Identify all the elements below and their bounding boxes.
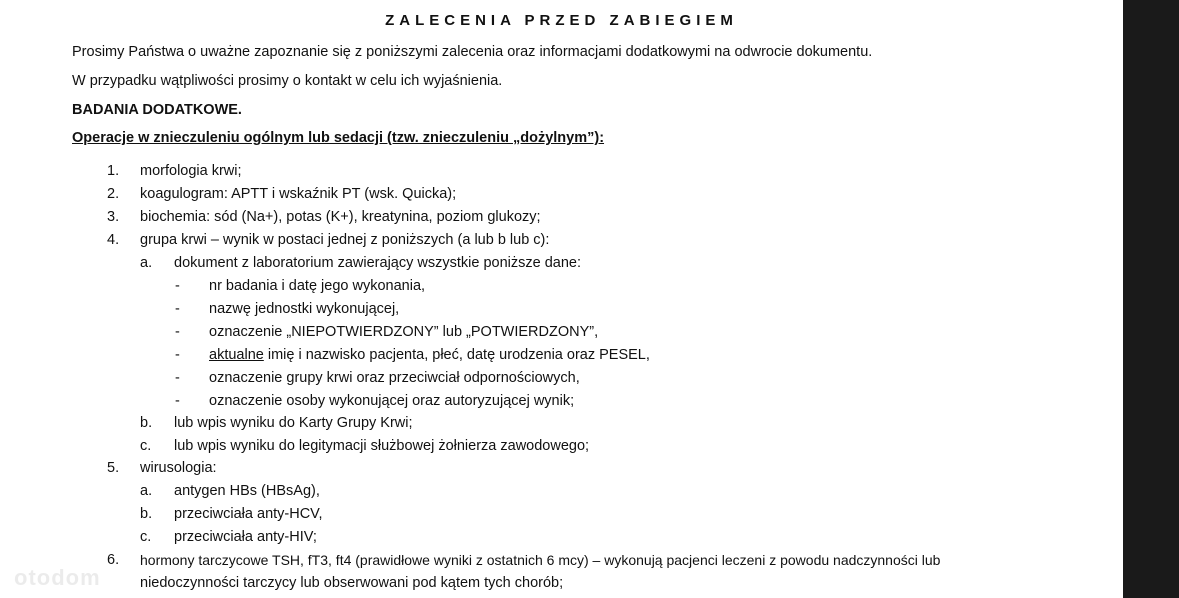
bullet-text-6: oznaczenie osoby wykonującej oraz autoryzującej wynik; — [209, 393, 575, 409]
item5-letter-c: c. — [140, 529, 152, 545]
bullet-text-5: oznaczenie grupy krwi oraz przeciwciał odpornościowych, — [209, 370, 580, 386]
item-text-2: koagulogram: APTT i wskaźnik PT (wsk. Quicka); — [140, 186, 457, 202]
bullet-dash: - — [175, 278, 180, 294]
item-text-5: wirusologia: — [140, 460, 217, 476]
item-number-6: 6. — [107, 552, 120, 568]
item-number-5: 5. — [107, 460, 120, 476]
document-title: ZALECENIA PRZED ZABIEGIEM — [385, 12, 738, 29]
item-number-1: 1. — [107, 163, 120, 179]
bullet-text-3: oznaczenie „NIEPOTWIERDZONY” lub „POTWIERDZONY”, — [209, 324, 599, 340]
item5-text-b: przeciwciała anty-HCV, — [174, 506, 323, 522]
item-text-1: morfologia krwi; — [140, 163, 242, 179]
item5-text-c: przeciwciała anty-HIV; — [174, 529, 317, 545]
intro-text-2: W przypadku wątpliwości prosimy o kontakt w celu ich wyjaśnienia. — [72, 73, 503, 89]
viewer-side-bar — [1123, 0, 1179, 598]
intro-text-1: Prosimy Państwa o uważne zapoznanie się z poniższymi zalecenia oraz informacjami dodatkowymi na odwrocie dokumentu. — [72, 44, 873, 60]
item4-letter-a: a. — [140, 255, 153, 271]
section-heading: BADANIA DODATKOWE. — [72, 102, 242, 118]
bullet-text-1: nr badania i datę jego wykonania, — [209, 278, 426, 294]
bullet-dash: - — [175, 301, 180, 317]
watermark: otodom — [14, 565, 101, 590]
item-number-3: 3. — [107, 209, 120, 225]
item-number-4: 4. — [107, 232, 120, 248]
bullet-dash: - — [175, 393, 180, 409]
item-text-6-line1: hormony tarczycowe TSH, fT3, ft4 (prawidłowe wyniki z ostatnich 6 mcy) – wykonują pacjenci leczeni z powodu nadczynności lub — [140, 552, 941, 568]
item-text-6-line2: niedoczynności tarczycy lub obserwowani pod kątem tych chorób; — [140, 575, 564, 591]
item5-letter-a: a. — [140, 483, 153, 499]
underlined-word: aktualne — [209, 347, 264, 363]
bullet-text-4 — [209, 345, 650, 365]
bullet-text-2: nazwę jednostki wykonującej, — [209, 301, 400, 317]
item-text-4: grupa krwi – wynik w postaci jednej z poniższych (a lub b lub c): — [140, 232, 550, 248]
item4-text-b: lub wpis wyniku do Karty Grupy Krwi; — [174, 415, 413, 431]
bullet-text-4-rest: imię i nazwisko pacjenta, płeć, datę urodzenia oraz PESEL, — [263, 347, 650, 363]
item4-letter-c: c. — [140, 438, 152, 454]
bullet-dash: - — [175, 370, 180, 386]
subheading: Operacje w znieczuleniu ogólnym lub sedacji (tzw. znieczuleniu „dożylnym”): — [72, 130, 605, 146]
item4-letter-b: b. — [140, 415, 153, 431]
bullet-dash: - — [175, 347, 180, 363]
item4-text-c: lub wpis wyniku do legitymacji służbowej żołnierza zawodowego; — [174, 438, 590, 454]
item-text-3: biochemia: sód (Na+), potas (K+), kreatynina, poziom glukozy; — [140, 209, 541, 225]
item5-text-a: antygen HBs (HBsAg), — [174, 483, 320, 499]
bullet-dash: - — [175, 324, 180, 340]
item5-letter-b: b. — [140, 506, 153, 522]
item-number-2: 2. — [107, 186, 120, 202]
item4-text-a: dokument z laboratorium zawierający wszystkie poniższe dane: — [174, 255, 581, 271]
